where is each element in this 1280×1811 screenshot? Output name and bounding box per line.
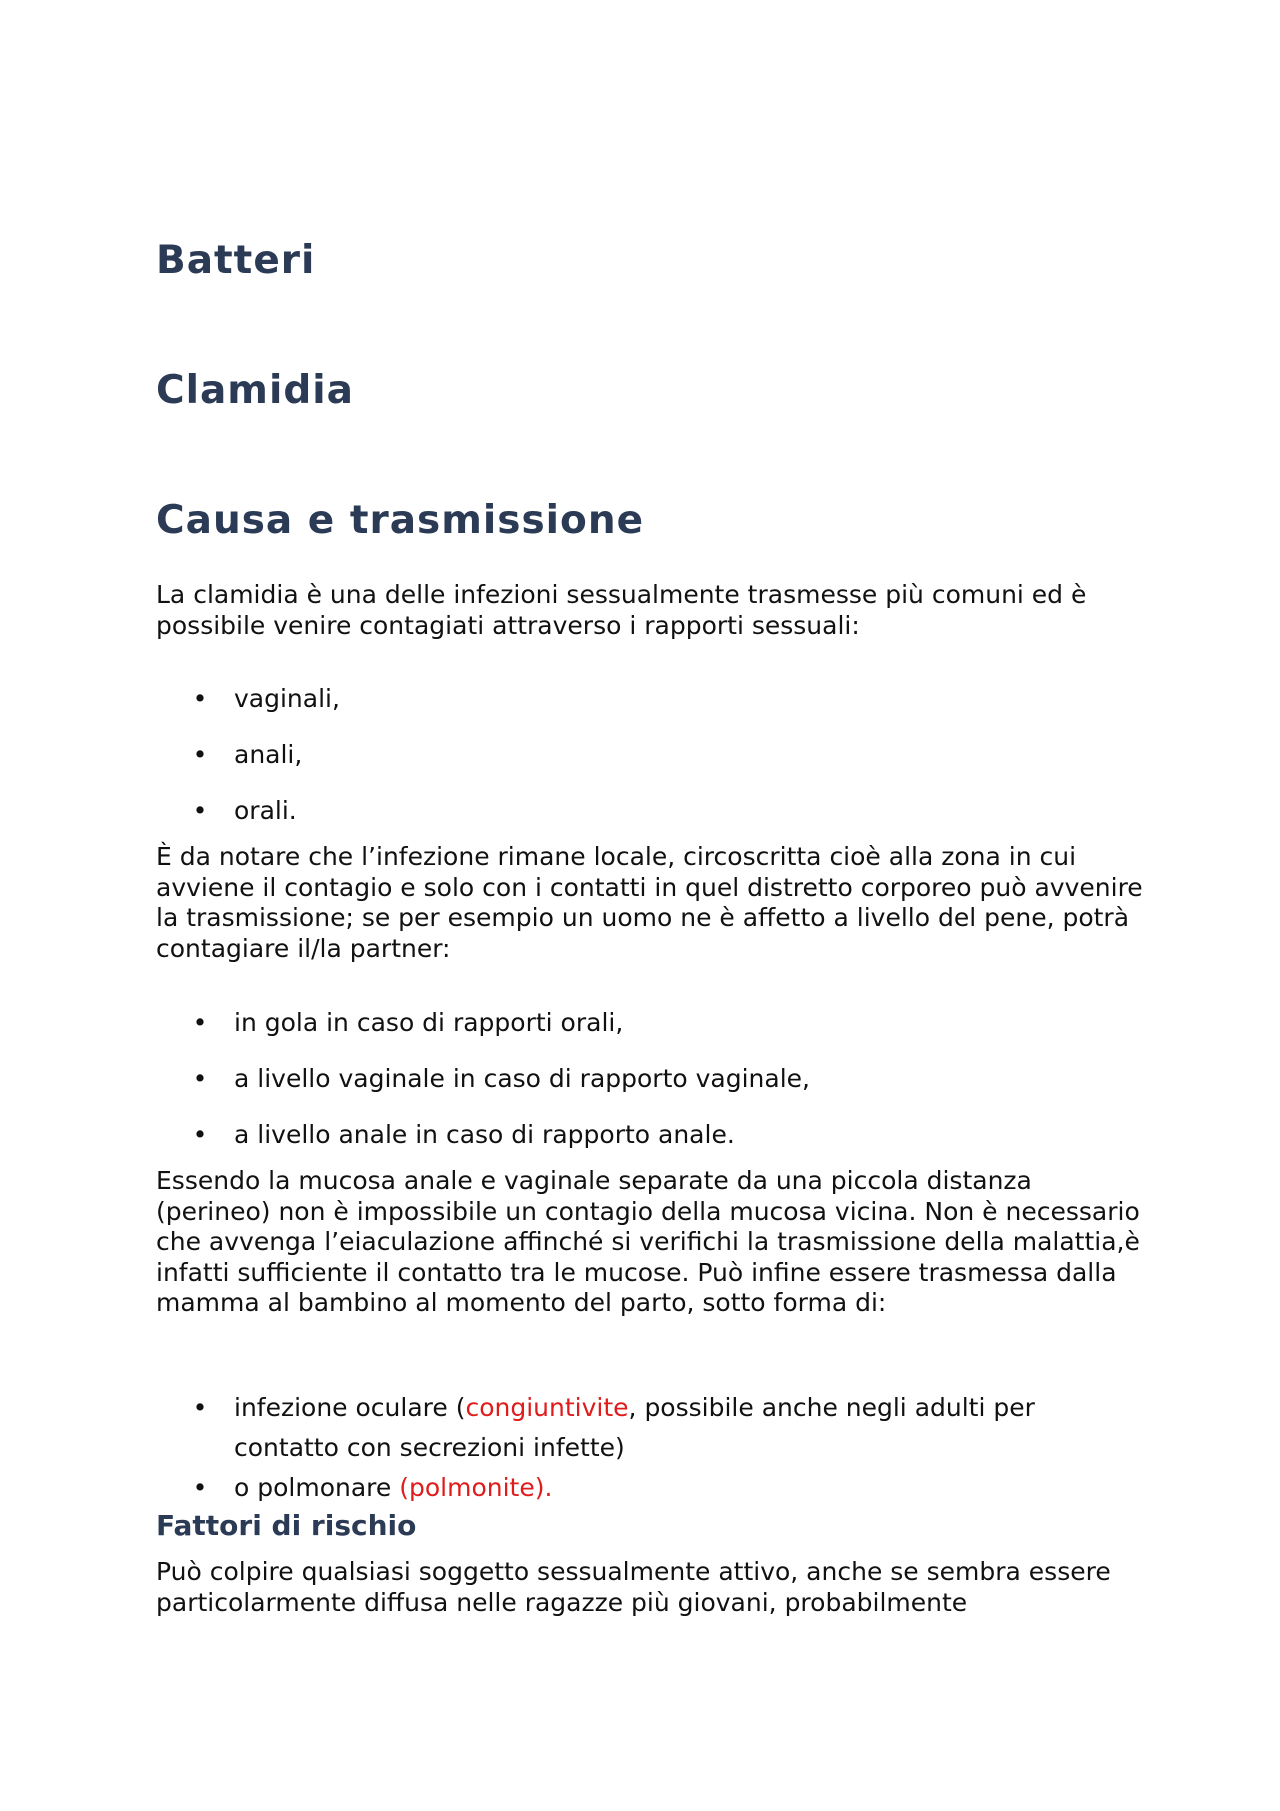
heading-clamidia: Clamidia <box>156 368 354 413</box>
bullet-icon: • <box>192 684 208 713</box>
bullet-icon: • <box>192 1473 208 1502</box>
bullet-icon: • <box>192 740 208 769</box>
bullet-icon: • <box>192 796 208 825</box>
list-item <box>192 1003 1142 1043</box>
link-polmonite[interactable]: (polmonite). <box>399 1473 553 1502</box>
list-item-text-end: , possibile anche negli adulti per contatto con secrezioni infette) <box>234 1393 1035 1462</box>
list-item <box>192 679 1142 719</box>
heading-batteri: Batteri <box>156 238 316 283</box>
paragraph-rischio: Può colpire qualsiasi soggetto sessualmente attivo, anche se sembra essere particolarmente diffusa nelle ragazze più giovani, probabilmente <box>156 1557 1111 1617</box>
list-item-text: in gola in caso di rapporti orali, <box>234 1008 624 1037</box>
list-item <box>192 1468 1142 1508</box>
link-congiuntivite[interactable]: congiuntivite <box>465 1393 629 1422</box>
list-item-text: a livello vaginale in caso di rapporto vaginale, <box>234 1064 810 1093</box>
list-item <box>192 1115 1142 1155</box>
list-item-text: anali, <box>234 740 303 769</box>
paragraph-locale: È da notare che l’infezione rimane locale, circoscritta cioè alla zona in cui avviene il contagio e solo con i contatti in quel distretto corporeo può avvenire la trasmissione; se per esempio un uomo ne è affetto a livello del pene, potrà contagiare il/la partner: <box>156 842 1143 963</box>
heading-fattori-rischio: Fattori di rischio <box>156 1509 417 1542</box>
bullet-icon: • <box>192 1064 208 1093</box>
list-item <box>192 1388 1142 1468</box>
paragraph-intro: La clamidia è una delle infezioni sessualmente trasmesse più comuni ed è possibile venire contagiati attraverso i rapporti sessuali: <box>156 580 1087 640</box>
list-item-text <box>192 1468 1142 1508</box>
paragraph-mucosa: Essendo la mucosa anale e vaginale separate da una piccola distanza (perineo) non è impossibile un contagio della mucosa vicina. Non è necessario che avvenga l’eiaculazione affinché si verifichi la trasmissione della malattia,è infatti sufficiente il contatto tra le mucose. Può infine essere trasmessa dalla mamma al bambino al momento del parto, sotto forma di: <box>156 1166 1140 1317</box>
list-item-text: vaginali, <box>234 684 340 713</box>
bullet-icon: • <box>192 1008 208 1037</box>
bullet-icon: • <box>192 1393 208 1422</box>
list-item <box>192 1059 1142 1099</box>
list-item <box>192 791 1142 831</box>
list-item <box>192 735 1142 775</box>
list-item-text <box>192 1388 1142 1468</box>
list-item-text: a livello anale in caso di rapporto anale. <box>234 1120 735 1149</box>
list-item-text: orali. <box>234 796 297 825</box>
bullet-icon: • <box>192 1120 208 1149</box>
heading-causa-trasmissione: Causa e trasmissione <box>156 498 645 543</box>
list-item-text-start: o polmonare <box>234 1473 400 1502</box>
list-item-text-start: infezione oculare ( <box>234 1393 466 1422</box>
